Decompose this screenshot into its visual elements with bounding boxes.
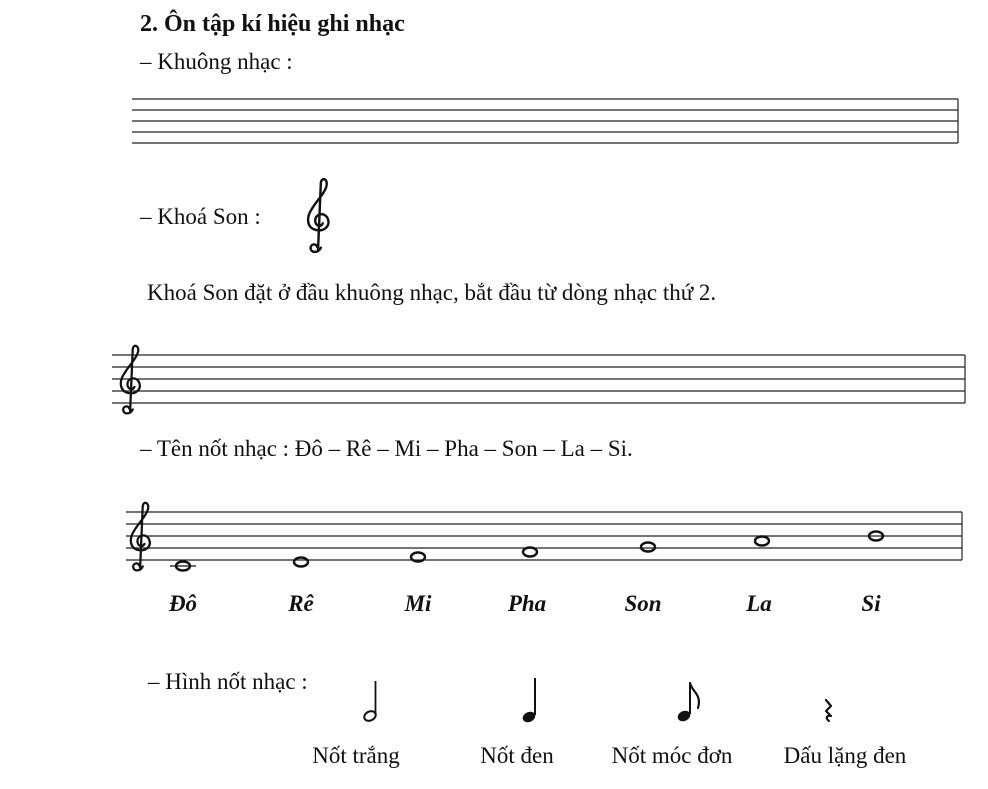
note-do bbox=[170, 562, 196, 571]
scale-staff bbox=[126, 512, 962, 560]
eighth-note-icon bbox=[676, 683, 699, 723]
staff-label: – Khuông nhạc : bbox=[140, 49, 293, 74]
section-title: 2. Ôn tập kí hiệu ghi nhạc bbox=[140, 11, 405, 37]
clef-sentence: Khoá Son đặt ở đầu khuông nhạc, bắt đầu từ dòng nhạc thứ 2. bbox=[147, 280, 717, 305]
quarter-rest-icon bbox=[826, 700, 831, 721]
clef-label: – Khoá Son : bbox=[140, 204, 261, 229]
note-name-re: Rê bbox=[288, 591, 314, 616]
note-name-si: Si bbox=[861, 591, 881, 616]
note-son bbox=[641, 543, 655, 552]
note-re bbox=[294, 558, 308, 567]
treble-clef-icon bbox=[308, 179, 328, 252]
staff-empty bbox=[132, 99, 958, 143]
note-la bbox=[755, 537, 769, 546]
staff-with-clef bbox=[112, 355, 965, 403]
quarter-note-icon bbox=[521, 678, 537, 724]
note-name-mi: Mi bbox=[404, 591, 432, 616]
note-names-line: – Tên nốt nhạc : Đô – Rê – Mi – Pha – Son – La – Si. bbox=[140, 436, 633, 461]
note-name-son: Son bbox=[624, 591, 662, 616]
note-pha bbox=[523, 548, 537, 557]
note-shapes-label: – Hình nốt nhạc : bbox=[148, 669, 308, 694]
shape-label-eighth: Nốt móc đơn bbox=[611, 743, 733, 768]
shape-label-half: Nốt trắng bbox=[312, 743, 400, 768]
note-name-la: La bbox=[746, 591, 772, 616]
note-name-pha: Pha bbox=[507, 591, 547, 616]
note-name-do: Đô bbox=[168, 591, 198, 616]
half-note-icon bbox=[363, 681, 378, 723]
shape-label-quarter: Nốt đen bbox=[480, 743, 554, 768]
shape-label-rest: Dấu lặng đen bbox=[783, 743, 907, 768]
